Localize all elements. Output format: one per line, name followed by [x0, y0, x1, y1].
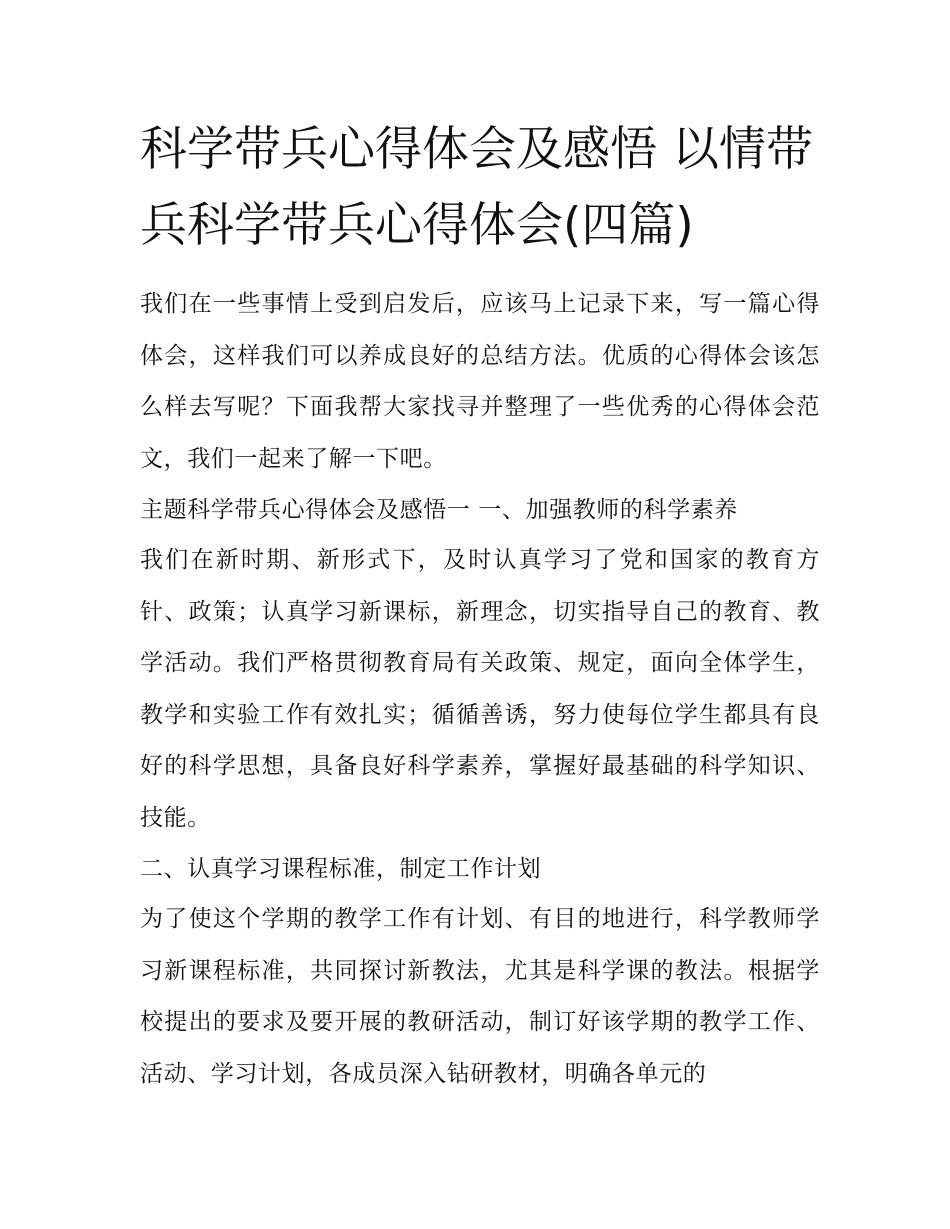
section-body-2: 为了使这个学期的教学工作有计划、有目的地进行，科学教师学习新课程标准，共同探讨新教法，尤其是科学课的教法。根据学校提出的要求及要开展的教研活动，制订好该学期的教学工作、活动、学习计划，各成员深入钻研教材，明确各单元的 [140, 906, 820, 1087]
section-body-1: 我们在新时期、新形式下，及时认真学习了党和国家的教育方针、政策；认真学习新课标，新理念，切实指导自己的教育、教学活动。我们严格贯彻教育局有关政策、规定，面向全体学生，教学和实验工作有效扎实；循循善诱，努力使每位学生都具有良好的科学思想，具备良好科学素养，掌握好最基础的科学知识、技能。 [140, 547, 820, 831]
document-page [140, 112, 820, 1100]
document-title: 科学带兵心得体会及感悟 以情带兵科学带兵心得体会(四篇) [140, 122, 813, 253]
intro-paragraph: 我们在一些事情上受到启发后，应该马上记录下来，写一篇心得体会，这样我们可以养成良好的总结方法。优质的心得体会该怎么样去写呢？下面我帮大家找寻并整理了一些优秀的心得体会范文，我们一起来了解一下吧。 [140, 291, 820, 472]
section-heading-2: 二、认真学习课程标准，制定工作计划 [140, 856, 542, 882]
section-heading-1: 主题科学带兵心得体会及感悟一 一、加强教师的科学素养 [140, 497, 738, 523]
